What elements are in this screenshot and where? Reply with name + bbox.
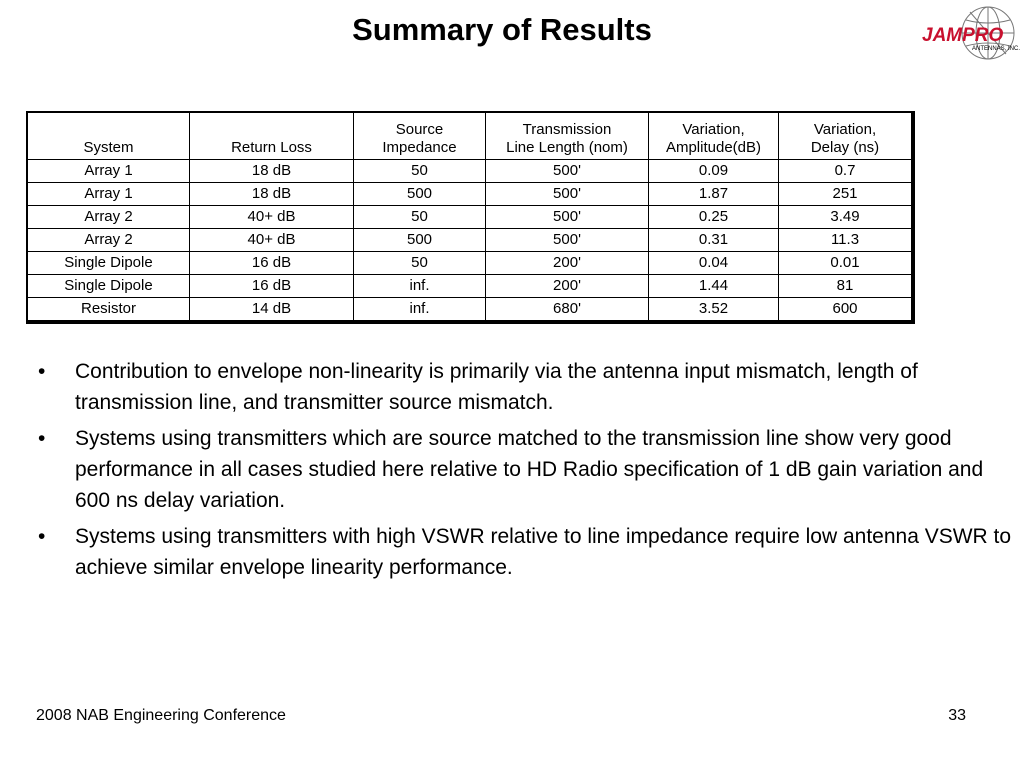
table-row (28, 206, 912, 229)
table-cell: 500' (486, 183, 649, 206)
table-cell: 16 dB (190, 275, 354, 298)
jampro-logo-graphic (920, 4, 1020, 62)
table-cell: Array 2 (28, 229, 190, 252)
table-cell: 50 (354, 252, 486, 275)
column-header: Source Impedance (354, 113, 486, 160)
results-table (27, 112, 912, 321)
table-cell: 251 (779, 183, 912, 206)
table-row (28, 229, 912, 252)
table-cell: Array 1 (28, 183, 190, 206)
table-cell: 600 (779, 298, 912, 321)
table-row (28, 183, 912, 206)
table-cell: 680' (486, 298, 649, 321)
column-header: System (28, 113, 190, 160)
table-cell: 200' (486, 252, 649, 275)
jampro-logo (920, 4, 1020, 62)
table-cell: 0.7 (779, 160, 912, 183)
page-title: Summary of Results (352, 12, 652, 47)
bullet-marker: • (38, 427, 46, 450)
table-cell: 40+ dB (190, 206, 354, 229)
table-cell: 14 dB (190, 298, 354, 321)
table-cell: 11.3 (779, 229, 912, 252)
table-row (28, 252, 912, 275)
table-cell: 3.52 (649, 298, 779, 321)
bullet-item (38, 356, 1013, 418)
table-cell: 40+ dB (190, 229, 354, 252)
table-cell: 16 dB (190, 252, 354, 275)
page-number: 33 (948, 707, 966, 724)
column-header: Return Loss (190, 113, 354, 160)
table-cell: Resistor (28, 298, 190, 321)
table-cell: 0.09 (649, 160, 779, 183)
table-cell: Array 2 (28, 206, 190, 229)
bullet-text: Systems using transmitters with high VSWR relative to line impedance require low antenna VSWR to achieve similar envelope linearity performance. (75, 525, 1012, 579)
table-row (28, 298, 912, 321)
logo-brand-text: JAMPRO (922, 25, 1004, 46)
table-cell: 18 dB (190, 160, 354, 183)
table-cell: 0.25 (649, 206, 779, 229)
logo-subtitle-text: ANTENNAS, INC. (972, 46, 1020, 52)
table-cell: 0.31 (649, 229, 779, 252)
table-cell: 500' (486, 229, 649, 252)
column-header: Variation, Delay (ns) (779, 113, 912, 160)
results-table-container (26, 111, 915, 324)
table-cell: 500' (486, 160, 649, 183)
bullet-item (38, 423, 1013, 516)
table-cell: 81 (779, 275, 912, 298)
table-row (28, 160, 912, 183)
table-cell: inf. (354, 275, 486, 298)
table-cell: 0.04 (649, 252, 779, 275)
table-cell: 50 (354, 206, 486, 229)
footer-conference: 2008 NAB Engineering Conference (36, 707, 286, 724)
table-cell: Single Dipole (28, 252, 190, 275)
table-cell: 3.49 (779, 206, 912, 229)
table-cell: 500' (486, 206, 649, 229)
column-header: Variation, Amplitude(dB) (649, 113, 779, 160)
bullet-text: Contribution to envelope non-linearity is primarily via the antenna input mismatch, length of transmission line, and transmitter source mismatch. (75, 360, 918, 414)
table-cell: 1.87 (649, 183, 779, 206)
bullet-marker: • (38, 360, 46, 383)
table-cell: 50 (354, 160, 486, 183)
table-cell: 200' (486, 275, 649, 298)
table-cell: 500 (354, 229, 486, 252)
table-cell: 500 (354, 183, 486, 206)
bullet-list (38, 356, 1013, 588)
table-cell: Array 1 (28, 160, 190, 183)
bullet-text: Systems using transmitters which are source matched to the transmission line show very good performance in all cases studied here relative to HD Radio specification of 1 dB gain variation and 600 ns delay variation. (75, 427, 984, 512)
column-header: Transmission Line Length (nom) (486, 113, 649, 160)
table-header-row (28, 113, 912, 160)
table-cell: Single Dipole (28, 275, 190, 298)
table-cell: 1.44 (649, 275, 779, 298)
bullet-item (38, 521, 1013, 583)
table-row (28, 275, 912, 298)
bullet-marker: • (38, 525, 46, 548)
table-cell: inf. (354, 298, 486, 321)
table-cell: 0.01 (779, 252, 912, 275)
table-cell: 18 dB (190, 183, 354, 206)
